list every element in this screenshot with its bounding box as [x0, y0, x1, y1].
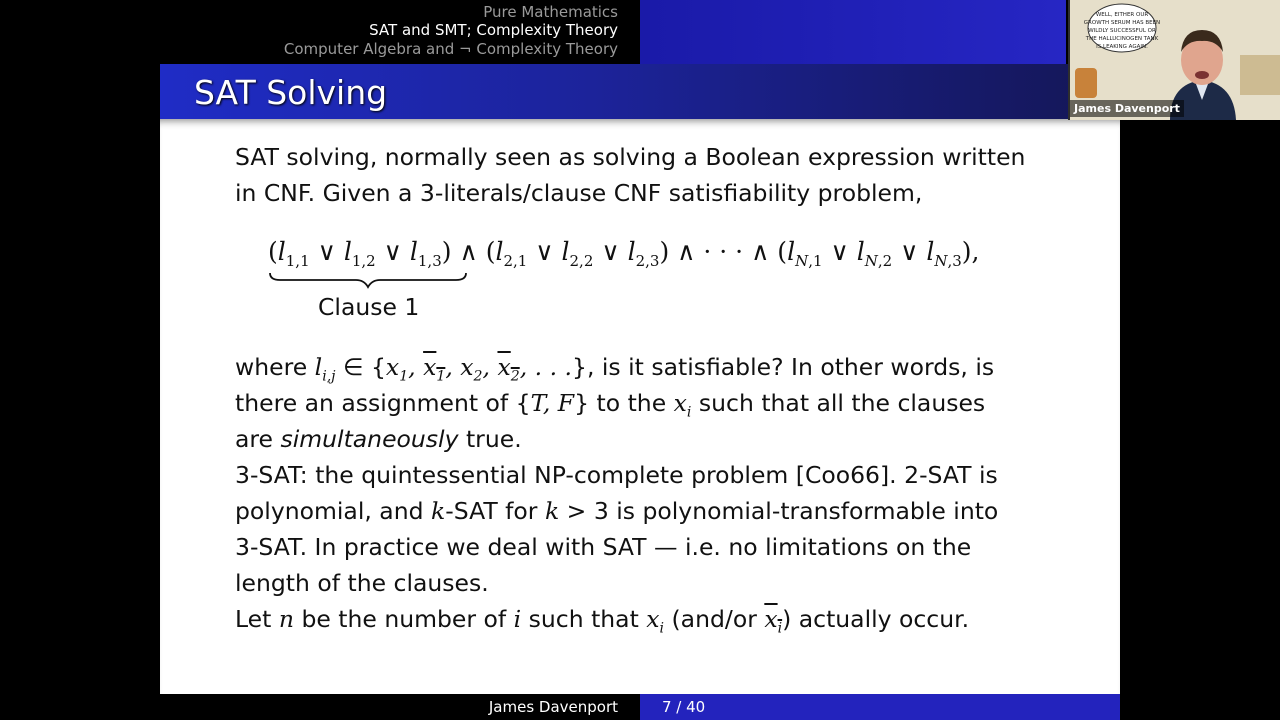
- brace-label: Clause 1: [318, 293, 420, 321]
- p4-line-5: Let n be the number of i such that $x_i$ (and/or $x_i$) actually occur.: [235, 605, 970, 637]
- nav-section-sat-smt[interactable]: SAT and SMT; Complexity Theory: [369, 21, 618, 39]
- svg-text:WELL, EITHER OUR: WELL, EITHER OUR: [1095, 12, 1149, 18]
- footer-page-bar: [640, 694, 1120, 720]
- p4-line-3: 3-SAT. In practice we deal with SAT — i.e. no limitations on the: [235, 533, 972, 561]
- p4-line-2: polynomial, and k-SAT for k > 3 is polynomial-transformable into: [235, 497, 999, 525]
- nav-section-computer-algebra[interactable]: Computer Algebra and ¬ Complexity Theory: [283, 40, 618, 58]
- p3-line-2: there an assignment of {T, F} to the $x_i$ such that all the clauses: [235, 389, 986, 421]
- intro-line-2: in CNF. Given a 3-literals/clause CNF satisfiability problem,: [235, 179, 923, 207]
- cnf-formula: ($l_{1,1}$ ∨ $l_{1,2}$ ∨ $l_{1,3}$) ∧ ($l_{2,1}$ ∨ $l_{2,2}$ ∨ $l_{2,3}$) ∧ · · · ∧ ($l_{N,1}$ ∨ $l_{N,2}$ ∨ $l_{N,3}$),: [268, 237, 980, 270]
- svg-text:THE HALLUCINOGEN TANK: THE HALLUCINOGEN TANK: [1085, 36, 1159, 42]
- header-section-nav: [160, 0, 640, 64]
- svg-text:GROWTH SERUM HAS BEEN: GROWTH SERUM HAS BEEN: [1083, 20, 1161, 26]
- svg-text:WILDLY SUCCESSFUL OR: WILDLY SUCCESSFUL OR: [1088, 28, 1156, 34]
- p4-line-4: length of the clauses.: [235, 569, 489, 597]
- p3-line-3: are simultaneously true.: [235, 425, 522, 453]
- p4-line-1: 3-SAT: the quintessential NP-complete problem [Coo66]. 2-SAT is: [235, 461, 998, 489]
- intro-line-1: SAT solving, normally seen as solving a Boolean expression written: [235, 143, 1026, 171]
- frame-title: SAT Solving: [194, 73, 388, 112]
- frame-title-bar: [160, 64, 1120, 119]
- page-number: 7 / 40: [662, 698, 706, 716]
- underbrace: [268, 271, 468, 289]
- nav-section-pure-mathematics[interactable]: Pure Mathematics: [483, 3, 618, 21]
- p3-line-1: where $l_{i,j}$ ∈ {$x_1$, $x_1$, $x_2$, $x_2$, . . .}, is it satisfiable? In other words, is: [235, 353, 995, 385]
- header-subsection-bar: [640, 0, 1066, 64]
- svg-text:IS LEAKING AGAIN.: IS LEAKING AGAIN.: [1096, 44, 1148, 50]
- footer-author-bar: [160, 694, 640, 720]
- participant-name-label: James Davenport: [1070, 100, 1184, 117]
- slide-body: [160, 119, 1120, 694]
- footer-author: James Davenport: [488, 698, 618, 716]
